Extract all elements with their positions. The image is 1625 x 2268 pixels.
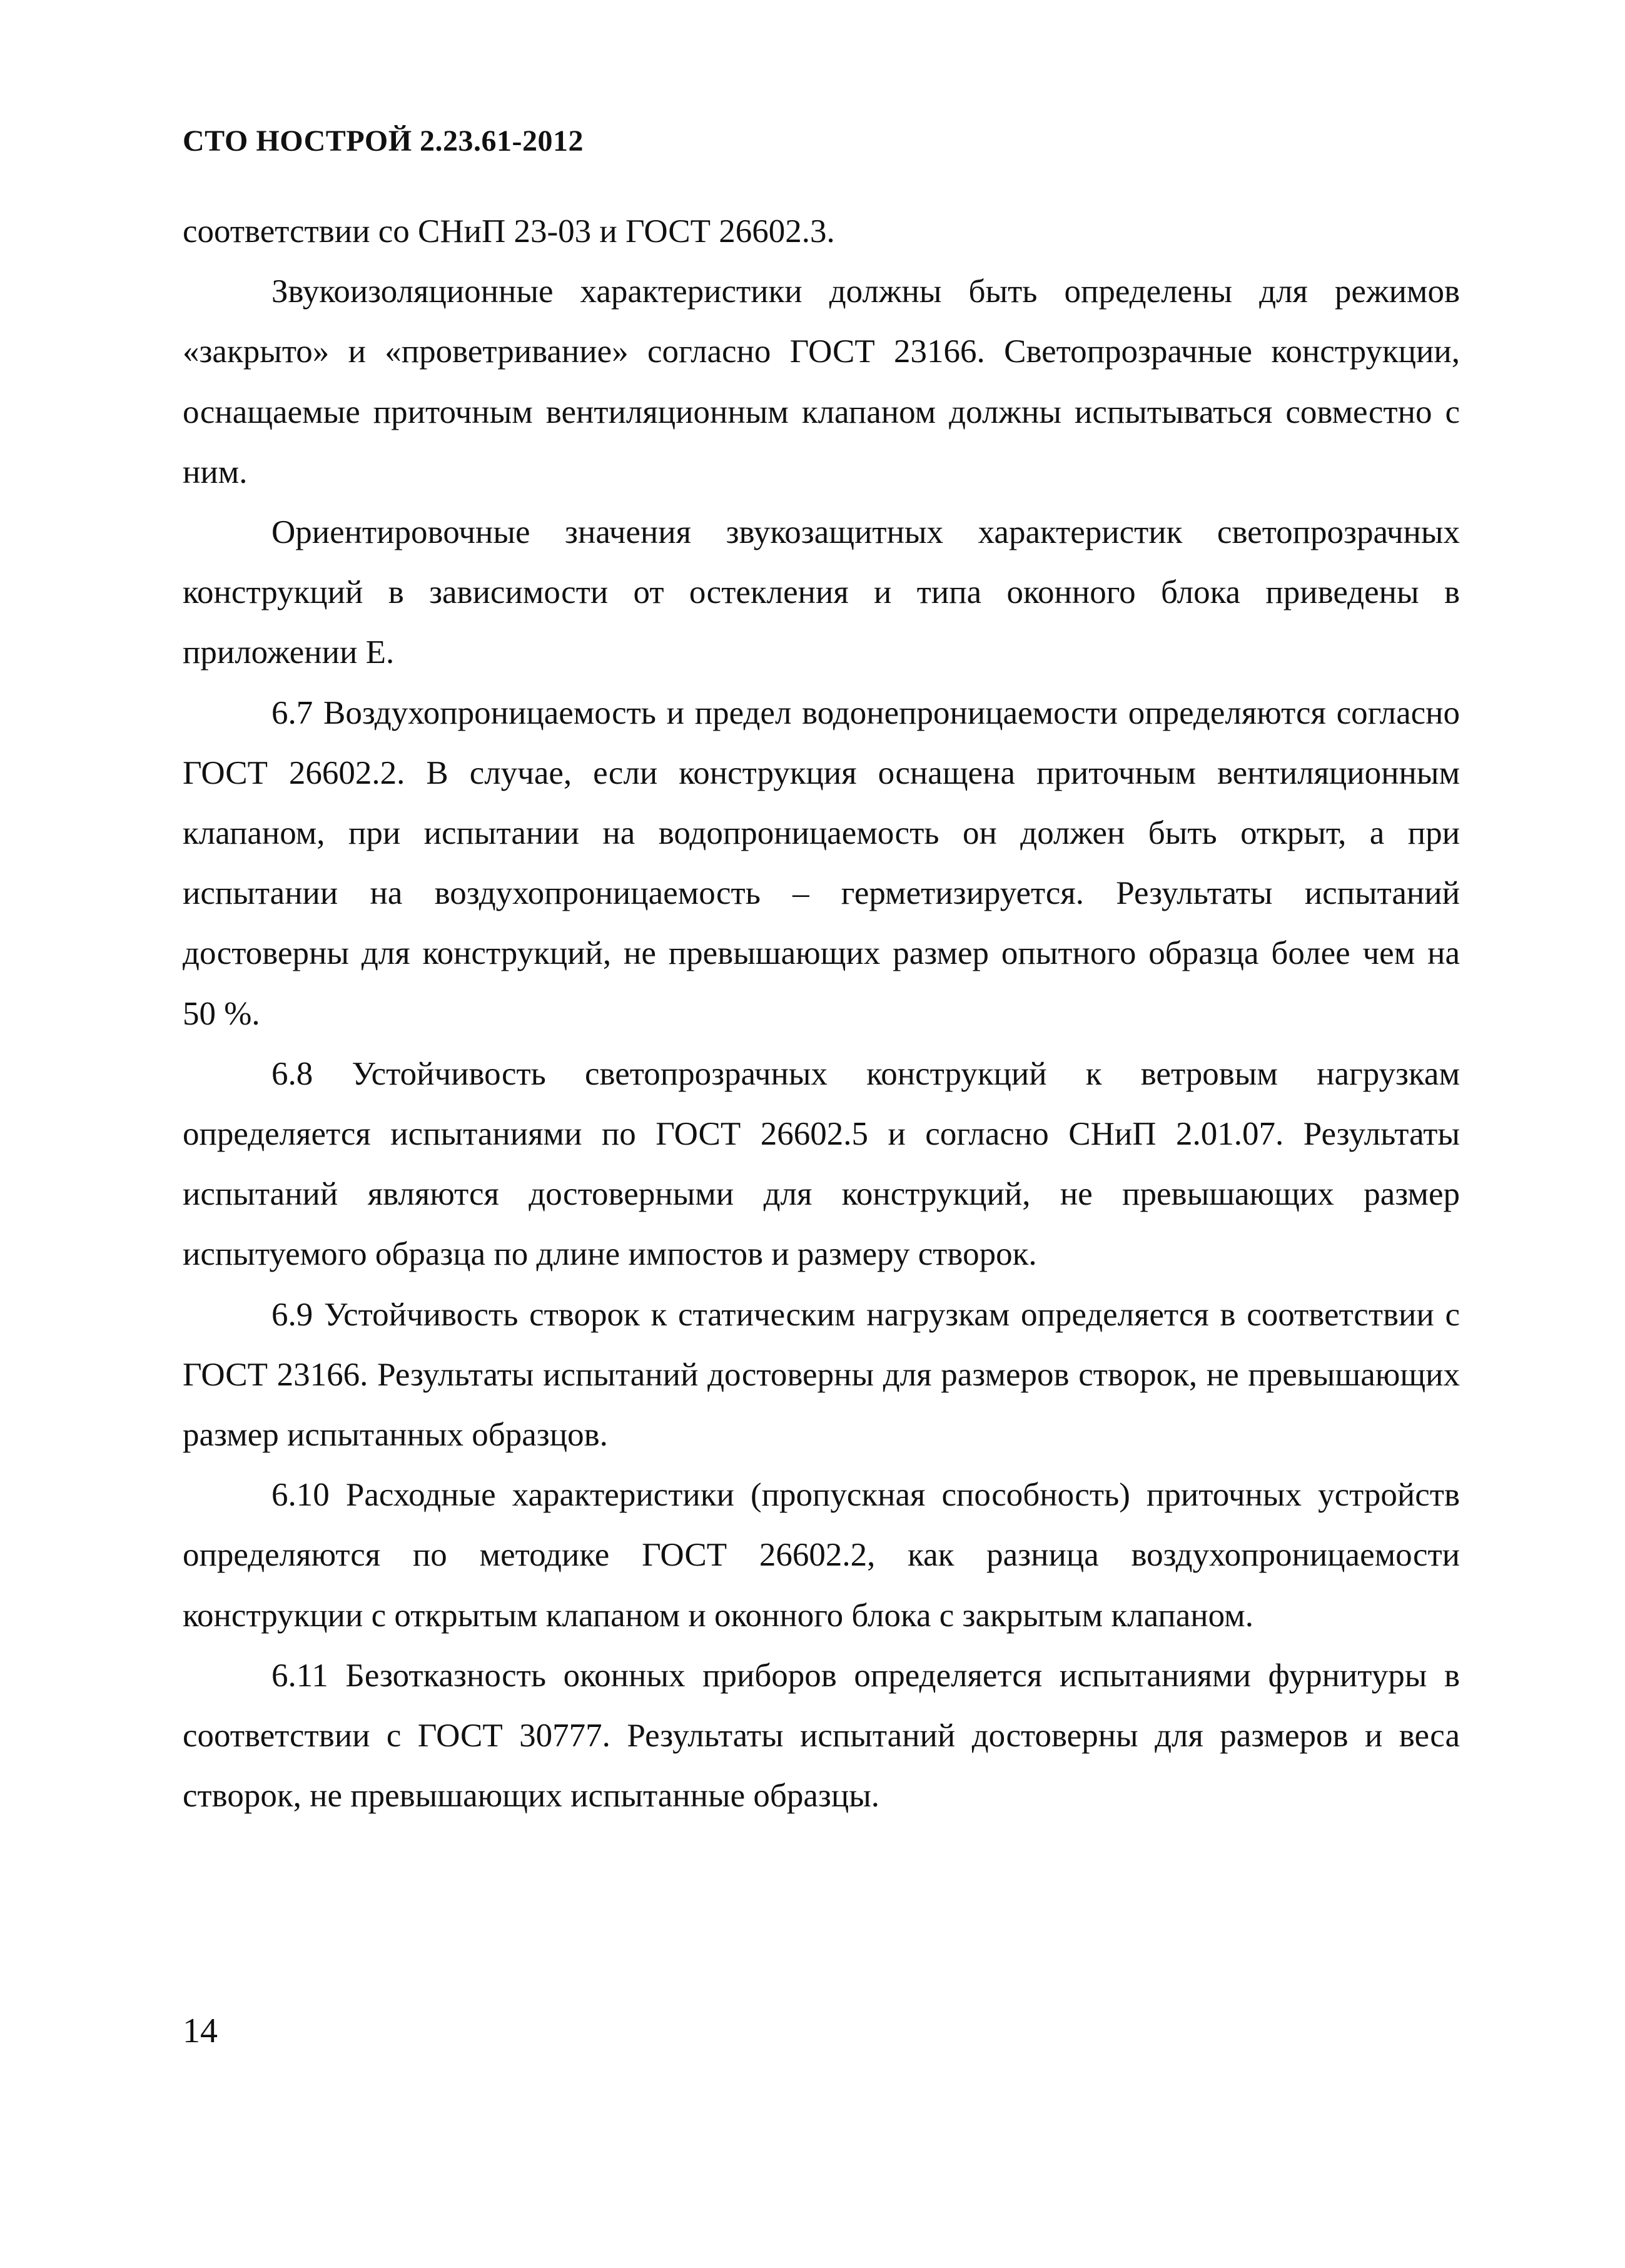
paragraph-continuation: соответствии со СНиП 23-03 и ГОСТ 26602.3. — [183, 213, 835, 250]
document-header: СТО НОСТРОЙ 2.23.61-2012 — [183, 124, 584, 158]
paragraph-6-10: 6.10 Расходные характеристики (пропускная способность) приточных устройств определяются по методике ГОСТ 26602.2, как разница воздухопроницаемости конструкции с открытым клапаном и оконного блока с закрытым клапаном. — [183, 1477, 1460, 1634]
paragraph-indicative-values: Ориентировочные значения звукозащитных характеристик светопрозрачных конструкций в зависимости от остекления и типа оконного блока приведены в приложении Е. — [183, 514, 1460, 671]
paragraph-sound-insulation: Звукоизоляционные характеристики должны быть определены для режимов «закрыто» и «проветривание» согласно ГОСТ 23166. Светопрозрачные конструкции, оснащаемые приточным вентиляционным клапаном должны испытываться совместно с ним. — [183, 273, 1460, 490]
page-number: 14 — [183, 2012, 218, 2050]
paragraph-6-7: 6.7 Воздухопроницаемость и предел водонепроницаемости определяются согласно ГОСТ 26602.2. В случае, если конструкция оснащена приточным вентиляционным клапаном, при испытании на водопроницаемость он должен быть открыт, а при испытании на воздухопроницаемость – герметизируется. Результаты испытаний достоверны для конструкций, не превышающих размер опытного образца более чем на 50 %. — [183, 694, 1460, 1032]
paragraph-6-9: 6.9 Устойчивость створок к статическим нагрузкам определяется в соответствии с ГОСТ 23166. Результаты испытаний достоверны для размеров створок, не превышающих размер испытанных образцов. — [183, 1296, 1460, 1454]
paragraph-6-11: 6.11 Безотказность оконных приборов определяется испытаниями фурнитуры в соответствии с ГОСТ 30777. Результаты испытаний достоверны для размеров и веса створок, не превышающих испытанные образцы. — [183, 1657, 1460, 1815]
paragraph-6-8: 6.8 Устойчивость светопрозрачных конструкций к ветровым нагрузкам определяется испытаниями по ГОСТ 26602.5 и согласно СНиП 2.01.07. Результаты испытаний являются достоверными для конструкций, не превышающих размер испытуемого образца по длине импостов и размеру створок. — [183, 1055, 1460, 1273]
document-body — [183, 201, 1460, 1826]
